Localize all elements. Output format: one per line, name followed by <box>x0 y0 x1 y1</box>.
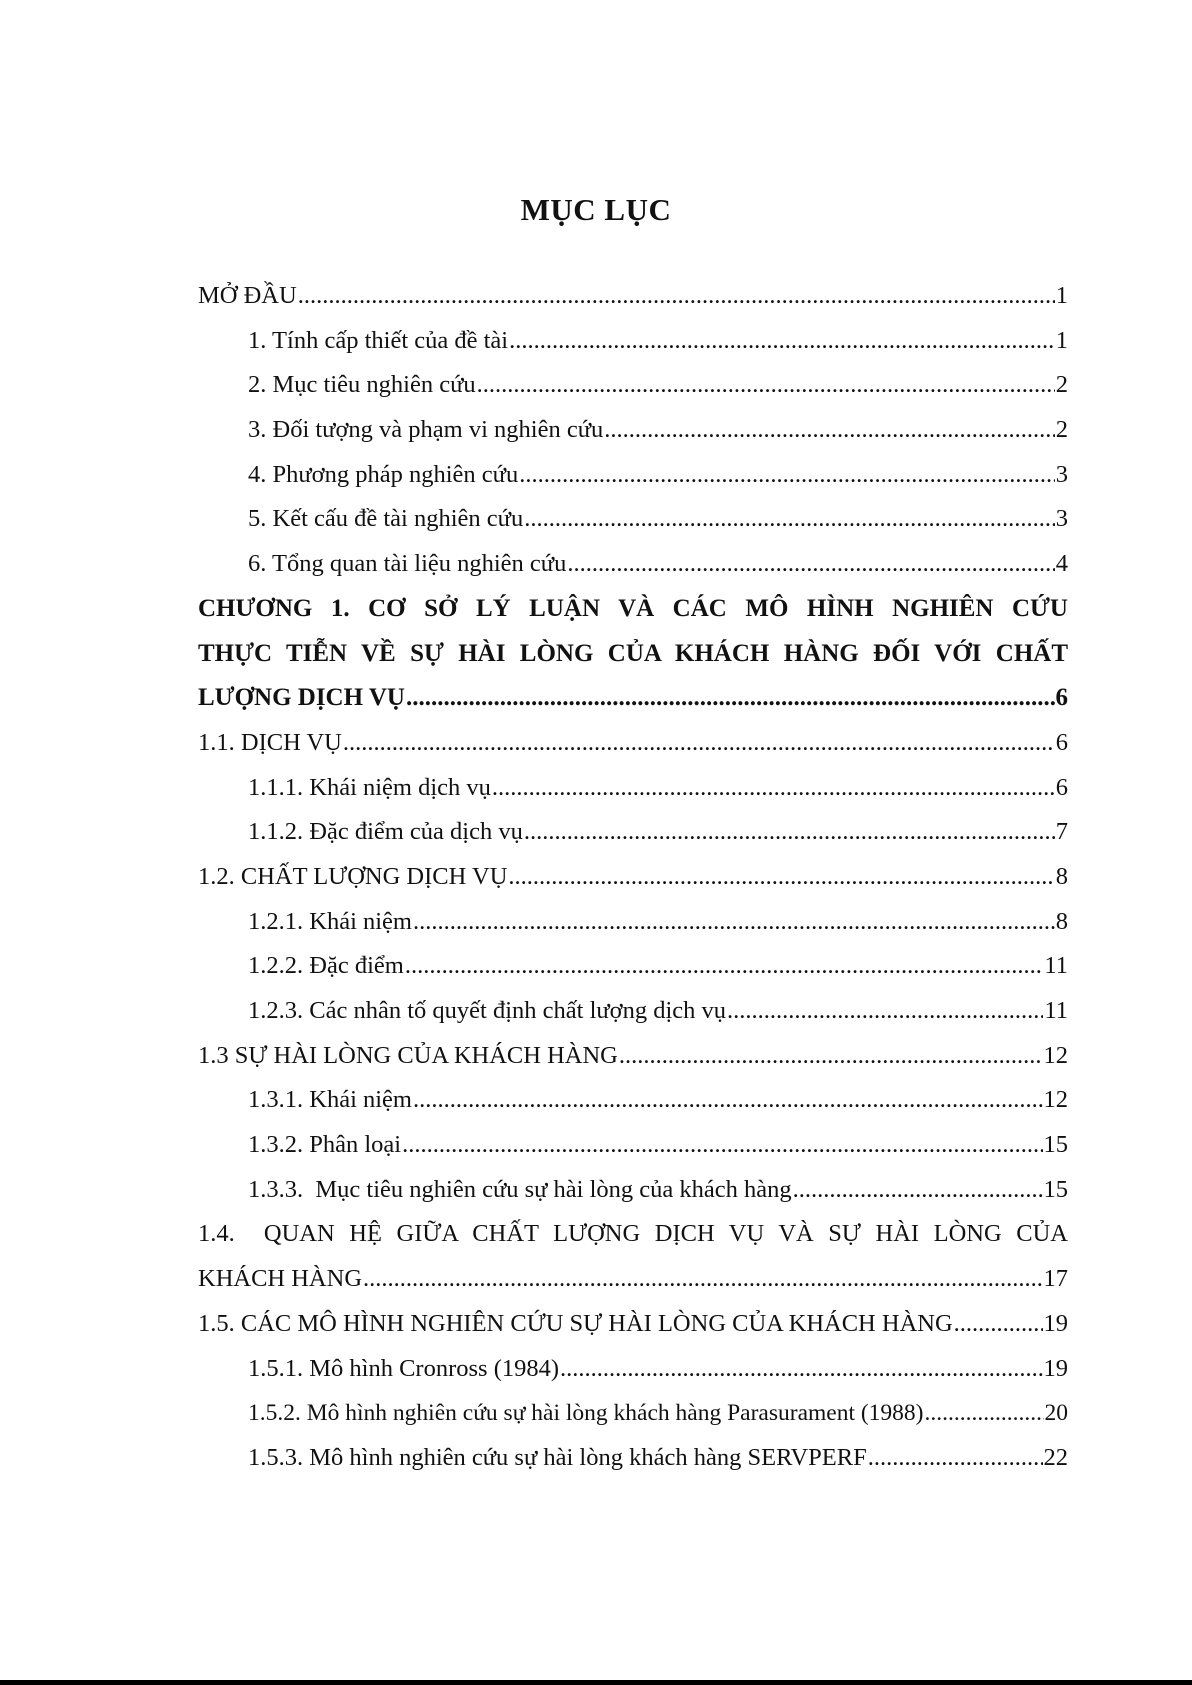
dot-leader <box>519 453 1055 498</box>
dot-leader <box>524 810 1055 855</box>
toc-entry[interactable] <box>198 900 1068 945</box>
dot-leader <box>727 989 1043 1034</box>
toc-entry-text: 4. Phương pháp nghiên cứu <box>248 460 519 488</box>
toc-entry-text: 1.2.1. Khái niệm <box>248 907 412 935</box>
dot-leader <box>925 1391 1044 1436</box>
toc-entry-text: 1.2.2. Đặc điểm <box>248 952 404 980</box>
toc-entry-text: 1.1.1. Khái niệm dịch vụ <box>248 773 491 801</box>
toc-entry[interactable] <box>198 363 1068 408</box>
page-title: MỤC LỤC <box>520 192 672 227</box>
toc-page-number: 15 <box>1043 1131 1068 1159</box>
toc-entry[interactable] <box>198 766 1068 811</box>
toc-page-number: 6 <box>1055 684 1068 712</box>
table-of-contents <box>198 274 1068 1481</box>
toc-entry-text: 1.3 SỰ HÀI LÒNG CỦA KHÁCH HÀNG <box>198 1041 618 1069</box>
dot-leader <box>524 497 1055 542</box>
toc-entry[interactable] <box>198 855 1068 900</box>
toc-entry-text: 2. Mục tiêu nghiên cứu <box>248 371 476 399</box>
dot-leader <box>793 1168 1043 1213</box>
toc-entry[interactable] <box>198 1168 1068 1213</box>
toc-entry-text: 1.1. DỊCH VỤ <box>198 728 342 756</box>
toc-page-number: 1 <box>1055 326 1068 354</box>
toc-page-number: 3 <box>1055 505 1068 533</box>
toc-page-number: 8 <box>1055 907 1068 935</box>
toc-entry[interactable] <box>198 1391 1068 1436</box>
toc-entry[interactable] <box>198 1078 1068 1123</box>
dot-leader <box>868 1436 1043 1481</box>
dot-leader <box>567 542 1054 587</box>
toc-entry-text: LƯỢNG DỊCH VỤ <box>198 684 405 712</box>
toc-chapter-entry[interactable] <box>198 587 1068 721</box>
toc-entry-text: 1.3.1. Khái niệm <box>248 1086 412 1114</box>
toc-page-number: 1 <box>1055 282 1068 309</box>
dot-leader <box>363 1257 1042 1302</box>
dot-leader <box>406 676 1055 721</box>
toc-entry-text: 1.5.2. Mô hình nghiên cứu sự hài lòng khách hàng Parasurament (1988) <box>248 1400 924 1427</box>
toc-entry-text-line: THỰC TIỄN VỀ SỰ HÀI LÒNG CỦA KHÁCH HÀNG ĐỐI VỚI CHẤT <box>198 639 1068 667</box>
dot-leader <box>509 319 1055 364</box>
toc-entry-text: 1.2. CHẤT LƯỢNG DỊCH VỤ <box>198 862 508 890</box>
toc-entry-text: 1.2.3. Các nhân tố quyết định chất lượng dịch vụ <box>248 997 727 1025</box>
toc-entry-text: 3. Đối tượng và phạm vi nghiên cứu <box>248 416 604 444</box>
toc-page-number: 12 <box>1043 1086 1068 1114</box>
toc-page-number: 4 <box>1055 550 1068 578</box>
dot-leader <box>492 766 1055 811</box>
toc-entry[interactable] <box>198 453 1068 498</box>
dot-leader <box>604 408 1055 453</box>
toc-entry[interactable] <box>198 274 1068 319</box>
toc-page-number: 11 <box>1044 997 1068 1025</box>
dot-leader <box>413 900 1055 945</box>
toc-page-number: 7 <box>1055 818 1068 846</box>
toc-page-number: 2 <box>1055 416 1068 444</box>
toc-entry-text-line: CHƯƠNG 1. CƠ SỞ LÝ LUẬN VÀ CÁC MÔ HÌNH NGHIÊN CỨU <box>198 594 1068 622</box>
toc-page-number: 12 <box>1043 1041 1068 1069</box>
toc-page-number: 6 <box>1055 728 1068 756</box>
dot-leader <box>477 363 1055 408</box>
toc-entry-text: MỞ ĐẦU <box>198 282 297 309</box>
toc-page-number: 6 <box>1055 773 1068 801</box>
toc-entry[interactable] <box>198 989 1068 1034</box>
toc-page-number: 17 <box>1043 1265 1068 1293</box>
toc-entry[interactable] <box>198 944 1068 989</box>
toc-page-number: 8 <box>1055 862 1068 890</box>
dot-leader <box>954 1302 1043 1347</box>
dot-leader <box>619 1034 1043 1079</box>
toc-entry-text: 1.5.3. Mô hình nghiên cứu sự hài lòng khách hàng SERVPERF <box>248 1443 867 1471</box>
dot-leader <box>413 1078 1043 1123</box>
dot-leader <box>560 1347 1042 1392</box>
toc-page-number: 19 <box>1043 1354 1068 1382</box>
toc-entry[interactable] <box>198 810 1068 855</box>
toc-entry-text: 1.3.3. Mục tiêu nghiên cứu sự hài lòng của khách hàng <box>248 1175 792 1203</box>
dot-leader <box>508 855 1054 900</box>
toc-page-number: 15 <box>1043 1175 1068 1203</box>
toc-entry[interactable] <box>198 1302 1068 1347</box>
toc-entry-text: KHÁCH HÀNG <box>198 1265 363 1293</box>
toc-entry[interactable] <box>198 1347 1068 1392</box>
toc-page-number: 3 <box>1055 460 1068 488</box>
toc-entry[interactable] <box>198 721 1068 766</box>
toc-page-number: 19 <box>1043 1309 1068 1337</box>
toc-entry[interactable] <box>198 1123 1068 1168</box>
dot-leader <box>402 1123 1042 1168</box>
toc-entry-text: 1.3.2. Phân loại <box>248 1131 402 1159</box>
dot-leader <box>405 944 1044 989</box>
toc-page-number: 2 <box>1055 371 1068 399</box>
toc-entry-text: 6. Tổng quan tài liệu nghiên cứu <box>248 550 567 578</box>
dot-leader <box>343 721 1055 766</box>
toc-entry[interactable] <box>198 1034 1068 1079</box>
toc-entry-text: 1.5. CÁC MÔ HÌNH NGHIÊN CỨU SỰ HÀI LÒNG CỦA KHÁCH HÀNG <box>198 1309 953 1337</box>
toc-entry-text: 1. Tính cấp thiết của đề tài <box>248 326 509 354</box>
toc-page-number: 22 <box>1043 1443 1068 1471</box>
toc-entry-text-line: 1.4. QUAN HỆ GIỮA CHẤT LƯỢNG DỊCH VỤ VÀ SỰ HÀI LÒNG CỦA <box>198 1220 1068 1248</box>
toc-entry-text: 5. Kết cấu đề tài nghiên cứu <box>248 505 524 533</box>
page-bottom-edge <box>0 1680 1192 1685</box>
toc-entry[interactable] <box>198 497 1068 542</box>
toc-page-number: 20 <box>1044 1400 1068 1427</box>
toc-entry-text: 1.5.1. Mô hình Cronross (1984) <box>248 1354 560 1382</box>
toc-entry[interactable] <box>198 408 1068 453</box>
dot-leader <box>298 274 1055 319</box>
toc-entry[interactable] <box>198 542 1068 587</box>
toc-page-number: 11 <box>1044 952 1068 980</box>
toc-entry[interactable] <box>198 319 1068 364</box>
toc-entry[interactable] <box>198 1212 1068 1301</box>
toc-entry-text: 1.1.2. Đặc điểm của dịch vụ <box>248 818 523 846</box>
toc-entry[interactable] <box>198 1436 1068 1481</box>
